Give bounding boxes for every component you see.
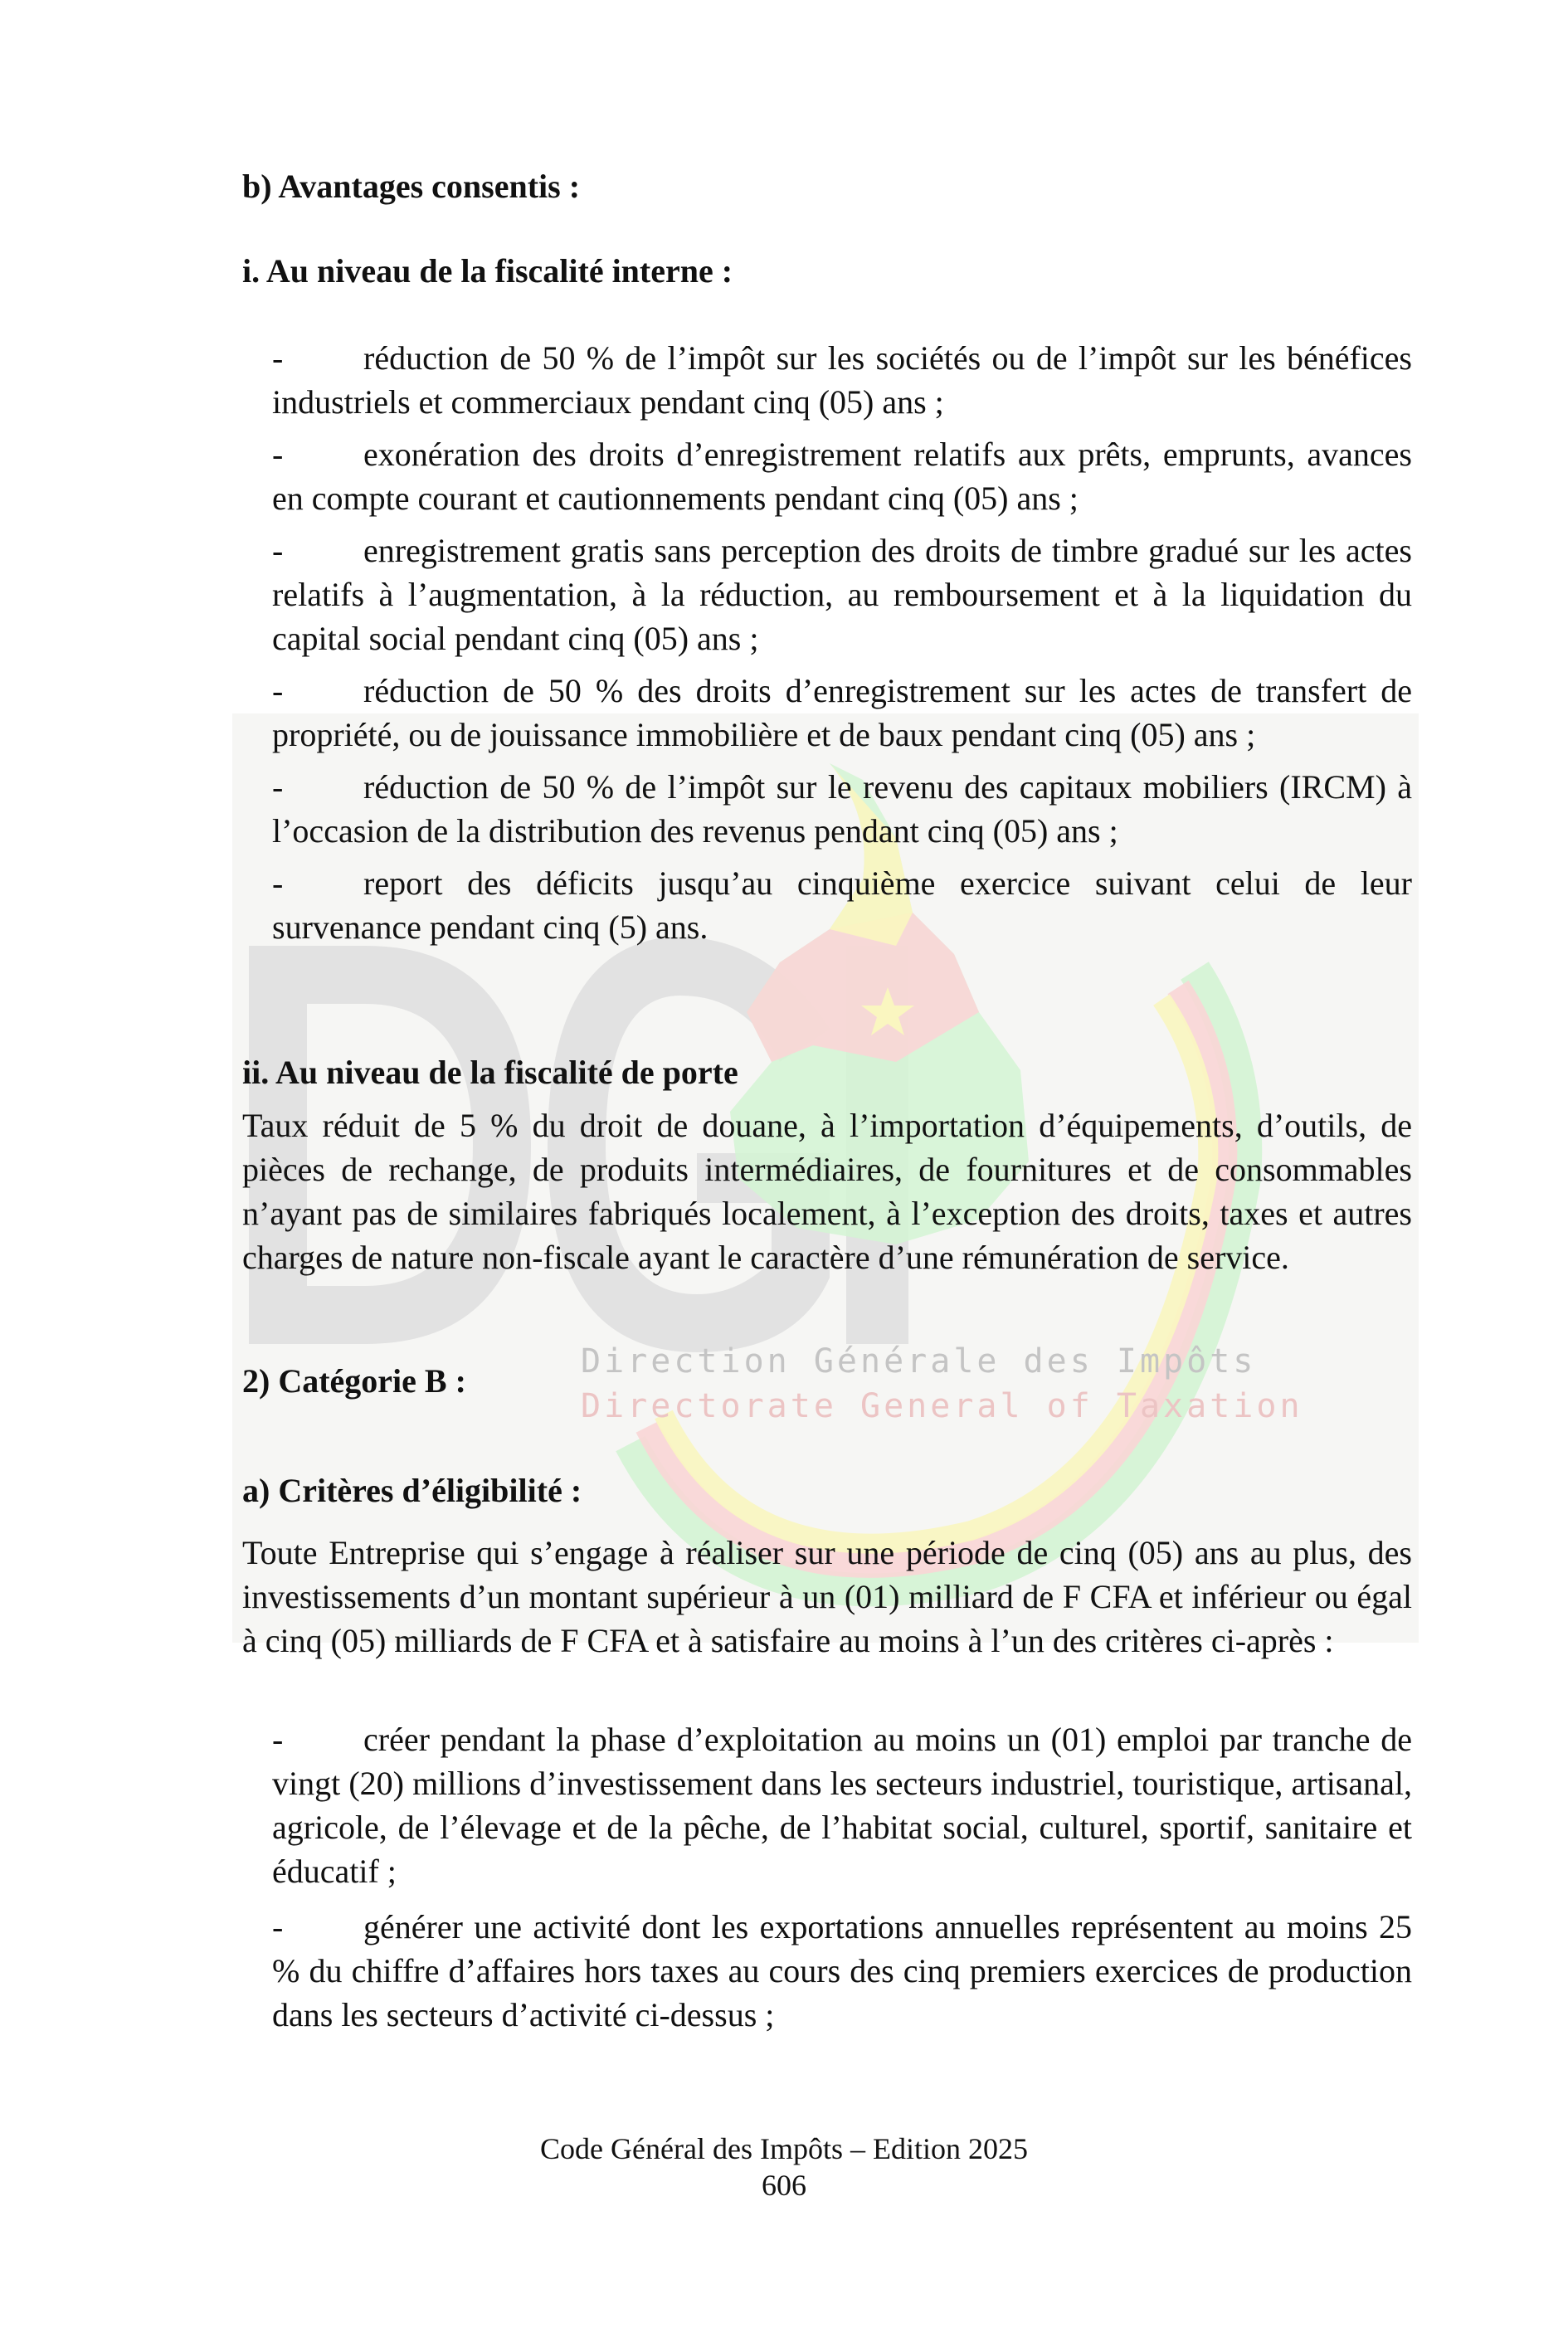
bullet-dash: - xyxy=(272,339,284,377)
list-item-text: créer pendant la phase d’exploitation au moins un (01) emploi par tranche de vingt (20) millions d’investissement dans les secteurs industriel, touristique, artisanal, agricole, de l’élevage et de la pêche, de l’habitat social, culturel, sportif, sanitaire et éducatif ; xyxy=(272,1721,1412,1890)
list-item-text: enregistrement gratis sans perception des droits de timbre gradué sur les actes relatifs à l’augmentation, à la réduction, au remboursement et à la liquidation du capital social pendant cinq (05) ans ; xyxy=(272,532,1412,657)
list-item xyxy=(242,1717,1412,1893)
list-item-text: exonération des droits d’enregistrement relatifs aux prêts, emprunts, avances en compte courant et cautionnements pendant cinq (05) ans ; xyxy=(272,436,1412,517)
footer-title: Code Général des Impôts – Edition 2025 xyxy=(540,2132,1028,2165)
list-item-text: générer une activité dont les exportations annuelles représentent au moins 25 % du chiffre d’affaires hors taxes au cours des cinq premiers exercices de production dans les secteurs d’activité ci-dessus ; xyxy=(272,1908,1412,2033)
list-fiscalite-interne xyxy=(242,336,1412,949)
heading-criteres-eligibilite: a) Critères d’éligibilité : xyxy=(242,1472,582,1509)
list-item xyxy=(242,336,1412,424)
bullet-dash: - xyxy=(272,436,284,473)
list-item-text: report des déficits jusqu’au cinquième exercice suivant celui de leur survenance pendant cinq (5) ans. xyxy=(272,864,1412,946)
heading-fiscalite-interne: i. Au niveau de la fiscalité interne : xyxy=(242,252,733,290)
bullet-dash: - xyxy=(272,1908,284,1945)
watermark-text-en: Directorate General of Taxation xyxy=(581,1387,1303,1425)
list-item xyxy=(242,528,1412,660)
bullet-dash: - xyxy=(272,864,284,902)
paragraph-criteres-intro: Toute Entreprise qui s’engage à réaliser sur une période de cinq (05) ans au plus, des investissements d’un montant supérieur à un (01) milliard de F CFA et inférieur ou égal à cinq (05) milliards de F CFA et à satisfaire au moins à l’un des critères ci-après : xyxy=(242,1534,1412,1659)
paragraph-fiscalite-porte: Taux réduit de 5 % du droit de douane, à l’importation d’équipements, d’outils, de pièces de rechange, de produits intermédiaires, de fournitures et de consommables n’ayant pas de similaires fabriqués localement, à l’exception des droits, taxes et autres charges de nature non-fiscale ayant le caractère d’une rémunération de service. xyxy=(242,1107,1412,1276)
list-item xyxy=(242,432,1412,520)
bullet-dash: - xyxy=(272,1721,284,1758)
list-criteres xyxy=(242,1717,1412,2037)
list-item xyxy=(242,669,1412,757)
heading-fiscalite-porte: ii. Au niveau de la fiscalité de porte xyxy=(242,1054,738,1091)
page-number: 606 xyxy=(762,2169,806,2202)
list-item xyxy=(242,1905,1412,2037)
heading-avantages: b) Avantages consentis : xyxy=(242,168,581,205)
list-item xyxy=(242,861,1412,949)
list-item-text: réduction de 50 % de l’impôt sur le revenu des capitaux mobiliers (IRCM) à l’occasion de la distribution des revenus pendant cinq (05) ans ; xyxy=(272,768,1412,850)
bullet-dash: - xyxy=(272,768,284,806)
watermark-text-fr: Direction Générale des Impôts xyxy=(581,1342,1257,1381)
heading-categorie-b: 2) Catégorie B : xyxy=(242,1362,466,1400)
bullet-dash: - xyxy=(272,532,284,569)
bullet-dash: - xyxy=(272,672,284,709)
list-item xyxy=(242,765,1412,853)
list-item-text: réduction de 50 % de l’impôt sur les sociétés ou de l’impôt sur les bénéfices industriels et commerciaux pendant cinq (05) ans ; xyxy=(272,339,1412,421)
page-footer xyxy=(0,2130,1568,2203)
list-item-text: réduction de 50 % des droits d’enregistrement sur les actes de transfert de propriété, ou de jouissance immobilière et de baux pendant cinq (05) ans ; xyxy=(272,672,1412,753)
